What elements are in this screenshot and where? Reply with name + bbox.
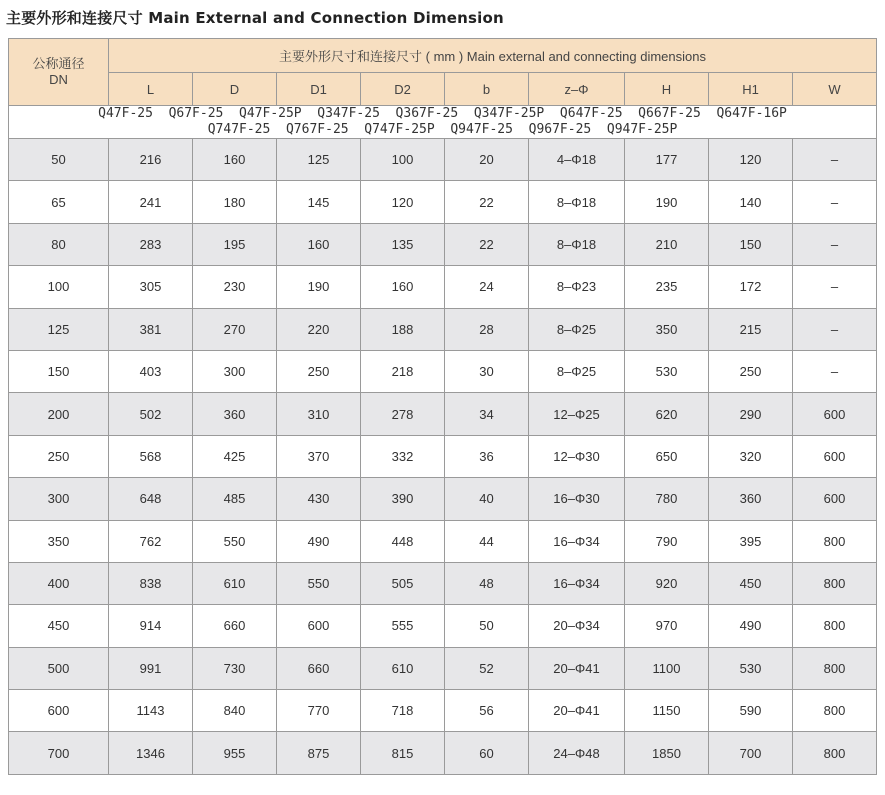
w-cell: 800: [793, 605, 877, 647]
d1-cell: 875: [277, 732, 361, 774]
bolt-holes-cell: 8–Φ25: [529, 350, 625, 392]
l-cell: 1143: [109, 690, 193, 732]
h-cell: 790: [625, 520, 709, 562]
dn-cell: 125: [9, 308, 109, 350]
h-cell: 1100: [625, 647, 709, 689]
column-header: L: [109, 73, 193, 106]
bolt-holes-cell: 16–Φ30: [529, 478, 625, 520]
bolt-holes-cell: 20–Φ41: [529, 690, 625, 732]
l-cell: 838: [109, 562, 193, 604]
d2-cell: 555: [361, 605, 445, 647]
l-cell: 283: [109, 223, 193, 265]
bolt-holes-cell: 8–Φ25: [529, 308, 625, 350]
b-cell: 28: [445, 308, 529, 350]
h-cell: 1150: [625, 690, 709, 732]
d2-cell: 135: [361, 223, 445, 265]
bolt-holes-cell: 8–Φ18: [529, 181, 625, 223]
h1-cell: 172: [709, 266, 793, 308]
group-header-row: [9, 39, 877, 73]
l-cell: 241: [109, 181, 193, 223]
l-cell: 403: [109, 350, 193, 392]
d-cell: 485: [193, 478, 277, 520]
d2-cell: 448: [361, 520, 445, 562]
column-header: W: [793, 73, 877, 106]
dn-cell: 500: [9, 647, 109, 689]
table-row: [9, 223, 877, 265]
d2-cell: 160: [361, 266, 445, 308]
d-cell: 955: [193, 732, 277, 774]
l-cell: 568: [109, 435, 193, 477]
d2-cell: 218: [361, 350, 445, 392]
d1-cell: 220: [277, 308, 361, 350]
table-row: [9, 605, 877, 647]
d1-cell: 490: [277, 520, 361, 562]
w-cell: 800: [793, 647, 877, 689]
d2-cell: 188: [361, 308, 445, 350]
l-cell: 1346: [109, 732, 193, 774]
dn-cell: 400: [9, 562, 109, 604]
table-row: [9, 350, 877, 392]
h1-cell: 290: [709, 393, 793, 435]
d1-cell: 600: [277, 605, 361, 647]
table-row: [9, 690, 877, 732]
d-cell: 180: [193, 181, 277, 223]
models-line-2: Q747F-25 Q767F-25 Q747F-25P Q947F-25 Q967F-25 Q947F-25P: [207, 122, 678, 137]
column-header-row: [9, 73, 877, 106]
h1-cell: 700: [709, 732, 793, 774]
d-cell: 270: [193, 308, 277, 350]
l-cell: 991: [109, 647, 193, 689]
bolt-holes-cell: 8–Φ18: [529, 223, 625, 265]
w-cell: 600: [793, 478, 877, 520]
h-cell: 650: [625, 435, 709, 477]
h1-cell: 120: [709, 139, 793, 181]
dn-cell: 65: [9, 181, 109, 223]
b-cell: 52: [445, 647, 529, 689]
dn-header-dn: DN: [49, 72, 68, 87]
bolt-holes-cell: 20–Φ34: [529, 605, 625, 647]
table-row: [9, 647, 877, 689]
d1-cell: 160: [277, 223, 361, 265]
l-cell: 381: [109, 308, 193, 350]
d2-cell: 815: [361, 732, 445, 774]
d-cell: 840: [193, 690, 277, 732]
h1-cell: 590: [709, 690, 793, 732]
b-cell: 40: [445, 478, 529, 520]
table-row: [9, 139, 877, 181]
column-header: H1: [709, 73, 793, 106]
h-cell: 920: [625, 562, 709, 604]
d-cell: 550: [193, 520, 277, 562]
group-header: 主要外形尺寸和连接尺寸 ( mm ) Main external and connecting dimensions: [109, 39, 877, 73]
table-row: [9, 732, 877, 774]
h1-cell: 360: [709, 478, 793, 520]
column-header: D: [193, 73, 277, 106]
w-cell: 600: [793, 393, 877, 435]
table-row: [9, 520, 877, 562]
w-cell: 800: [793, 732, 877, 774]
page-title: 主要外形和连接尺寸 Main External and Connection Dimension: [6, 9, 504, 27]
column-header: H: [625, 73, 709, 106]
h1-cell: 395: [709, 520, 793, 562]
d-cell: 230: [193, 266, 277, 308]
d2-cell: 278: [361, 393, 445, 435]
h1-cell: 140: [709, 181, 793, 223]
h-cell: 620: [625, 393, 709, 435]
w-cell: –: [793, 223, 877, 265]
d2-cell: 505: [361, 562, 445, 604]
w-cell: –: [793, 308, 877, 350]
bolt-holes-cell: 20–Φ41: [529, 647, 625, 689]
d2-cell: 390: [361, 478, 445, 520]
table-row: [9, 562, 877, 604]
h-cell: 210: [625, 223, 709, 265]
d2-cell: 718: [361, 690, 445, 732]
bolt-holes-cell: 24–Φ48: [529, 732, 625, 774]
d1-cell: 190: [277, 266, 361, 308]
dn-header: [9, 39, 109, 106]
b-cell: 44: [445, 520, 529, 562]
dn-cell: 450: [9, 605, 109, 647]
h-cell: 1850: [625, 732, 709, 774]
d-cell: 425: [193, 435, 277, 477]
column-header: b: [445, 73, 529, 106]
d1-cell: 660: [277, 647, 361, 689]
b-cell: 24: [445, 266, 529, 308]
column-header: D1: [277, 73, 361, 106]
dn-cell: 250: [9, 435, 109, 477]
w-cell: 800: [793, 562, 877, 604]
d-cell: 160: [193, 139, 277, 181]
h1-cell: 320: [709, 435, 793, 477]
bolt-holes-cell: 12–Φ30: [529, 435, 625, 477]
l-cell: 648: [109, 478, 193, 520]
dn-cell: 350: [9, 520, 109, 562]
w-cell: 800: [793, 520, 877, 562]
column-header: z–Φ: [529, 73, 625, 106]
d1-cell: 550: [277, 562, 361, 604]
d2-cell: 100: [361, 139, 445, 181]
d2-cell: 332: [361, 435, 445, 477]
dn-cell: 300: [9, 478, 109, 520]
table-row: [9, 435, 877, 477]
table-row: [9, 478, 877, 520]
w-cell: 800: [793, 690, 877, 732]
b-cell: 30: [445, 350, 529, 392]
dn-cell: 600: [9, 690, 109, 732]
dimension-table: [8, 38, 877, 775]
w-cell: –: [793, 181, 877, 223]
dn-cell: 100: [9, 266, 109, 308]
d1-cell: 250: [277, 350, 361, 392]
w-cell: –: [793, 266, 877, 308]
h-cell: 970: [625, 605, 709, 647]
d1-cell: 370: [277, 435, 361, 477]
dn-cell: 200: [9, 393, 109, 435]
d-cell: 300: [193, 350, 277, 392]
d-cell: 660: [193, 605, 277, 647]
d1-cell: 430: [277, 478, 361, 520]
b-cell: 60: [445, 732, 529, 774]
b-cell: 48: [445, 562, 529, 604]
b-cell: 50: [445, 605, 529, 647]
l-cell: 216: [109, 139, 193, 181]
d-cell: 610: [193, 562, 277, 604]
w-cell: –: [793, 350, 877, 392]
l-cell: 502: [109, 393, 193, 435]
h-cell: 530: [625, 350, 709, 392]
d1-cell: 145: [277, 181, 361, 223]
l-cell: 914: [109, 605, 193, 647]
column-header: D2: [361, 73, 445, 106]
d2-cell: 610: [361, 647, 445, 689]
b-cell: 36: [445, 435, 529, 477]
bolt-holes-cell: 16–Φ34: [529, 520, 625, 562]
b-cell: 34: [445, 393, 529, 435]
b-cell: 56: [445, 690, 529, 732]
dn-header-cn: 公称通径: [32, 56, 85, 71]
bolt-holes-cell: 8–Φ23: [529, 266, 625, 308]
d-cell: 195: [193, 223, 277, 265]
d1-cell: 125: [277, 139, 361, 181]
models-line-1: Q47F-25 Q67F-25 Q47F-25P Q347F-25 Q367F-25 Q347F-25P Q647F-25 Q667F-25 Q647F-16P: [98, 106, 787, 121]
dn-cell: 150: [9, 350, 109, 392]
h-cell: 177: [625, 139, 709, 181]
bolt-holes-cell: 4–Φ18: [529, 139, 625, 181]
bolt-holes-cell: 16–Φ34: [529, 562, 625, 604]
h1-cell: 530: [709, 647, 793, 689]
table-row: [9, 393, 877, 435]
b-cell: 20: [445, 139, 529, 181]
table-row: [9, 266, 877, 308]
models-cell: [9, 106, 877, 139]
h-cell: 235: [625, 266, 709, 308]
b-cell: 22: [445, 181, 529, 223]
d2-cell: 120: [361, 181, 445, 223]
h-cell: 780: [625, 478, 709, 520]
h1-cell: 250: [709, 350, 793, 392]
h-cell: 350: [625, 308, 709, 350]
h1-cell: 450: [709, 562, 793, 604]
d1-cell: 310: [277, 393, 361, 435]
l-cell: 762: [109, 520, 193, 562]
table-row: [9, 181, 877, 223]
d1-cell: 770: [277, 690, 361, 732]
models-row: [9, 106, 877, 139]
h-cell: 190: [625, 181, 709, 223]
d-cell: 360: [193, 393, 277, 435]
dn-cell: 50: [9, 139, 109, 181]
h1-cell: 490: [709, 605, 793, 647]
w-cell: –: [793, 139, 877, 181]
b-cell: 22: [445, 223, 529, 265]
l-cell: 305: [109, 266, 193, 308]
table-row: [9, 308, 877, 350]
h1-cell: 215: [709, 308, 793, 350]
bolt-holes-cell: 12–Φ25: [529, 393, 625, 435]
w-cell: 600: [793, 435, 877, 477]
d-cell: 730: [193, 647, 277, 689]
dn-cell: 700: [9, 732, 109, 774]
h1-cell: 150: [709, 223, 793, 265]
dn-cell: 80: [9, 223, 109, 265]
